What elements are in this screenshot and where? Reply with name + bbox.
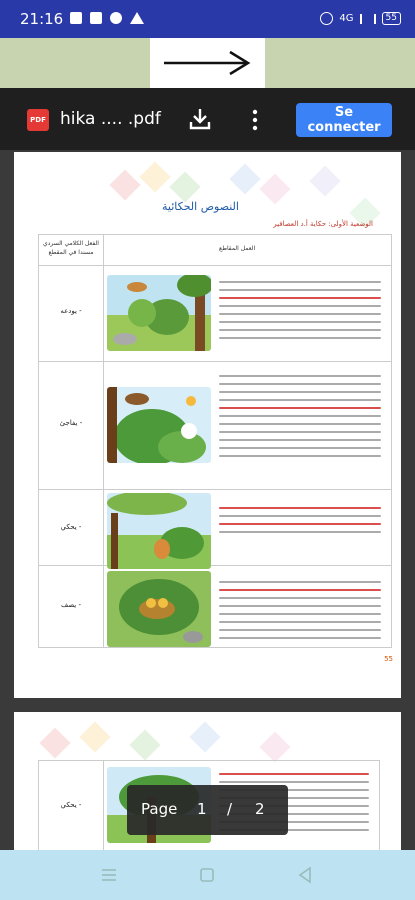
row-label: - يحكي — [60, 801, 82, 809]
decor-tile — [129, 729, 160, 760]
paragraph-block — [219, 369, 381, 463]
decor-tile — [139, 161, 170, 192]
system-icons — [320, 12, 401, 25]
page-indicator — [127, 785, 288, 835]
warning-icon — [130, 12, 144, 24]
navigation-bar — [0, 850, 415, 900]
mail-icon — [90, 12, 102, 24]
illustration-forest — [107, 275, 211, 351]
status-time: 21:16 — [20, 10, 64, 28]
document-subtitle: الوضعية الأولى: حكاية أ.د العصافير — [273, 220, 373, 228]
decor-tile — [229, 163, 260, 194]
decor-tile — [169, 171, 200, 202]
paragraph-block — [219, 575, 381, 645]
status-bar — [0, 0, 415, 38]
cloud-icon — [110, 12, 122, 24]
row-label: - يصف — [60, 601, 81, 609]
total-pages: 2 — [255, 800, 265, 818]
decor-tile — [259, 731, 290, 762]
illustration-nest — [107, 571, 211, 647]
signal-icon — [360, 14, 376, 24]
table-divider — [103, 235, 104, 647]
row-label: - يفاجئ — [59, 419, 83, 427]
current-page: 1 — [197, 800, 207, 818]
table-divider — [39, 565, 391, 566]
signal-label: 4G — [339, 13, 354, 24]
preview-strip — [0, 38, 415, 88]
image-icon — [70, 12, 82, 24]
document-title: النصوص الحكائية — [162, 200, 239, 213]
document-viewer[interactable] — [0, 150, 415, 850]
more-options-icon[interactable] — [250, 108, 260, 132]
decor-tile — [309, 165, 340, 196]
column-header-right: العمل المقاطع — [219, 245, 256, 252]
file-name: hika .... .pdf — [60, 109, 161, 129]
decor-tile — [79, 721, 110, 752]
notification-icons — [70, 12, 144, 24]
page-label: Page — [141, 800, 178, 818]
menu-icon[interactable] — [98, 864, 120, 886]
battery-icon: 55 — [382, 12, 401, 25]
row-label: - يودعه — [60, 307, 82, 315]
decor-tile — [259, 173, 290, 204]
alarm-icon — [320, 12, 333, 25]
decor-tile — [189, 721, 220, 752]
document-page-1 — [14, 152, 401, 698]
content-table — [38, 234, 392, 648]
download-icon[interactable] — [188, 106, 212, 132]
arrow-right-icon — [160, 48, 254, 78]
decor-tile — [109, 169, 140, 200]
column-header-left: الفعل الكلامي السردي مسندا في المقطع — [43, 240, 99, 256]
back-icon[interactable] — [294, 864, 316, 886]
home-icon[interactable] — [196, 864, 218, 886]
paragraph-block — [219, 275, 381, 345]
decor-tile — [39, 727, 70, 758]
table-divider — [39, 361, 391, 362]
page-separator: / — [227, 800, 233, 818]
illustration-birds — [107, 387, 211, 463]
table-divider — [39, 489, 391, 490]
table-divider — [39, 265, 391, 266]
paragraph-block — [219, 501, 381, 539]
illustration-fox — [107, 493, 211, 569]
page-number: 55 — [384, 655, 393, 663]
sign-in-button[interactable]: Se connecter — [296, 103, 392, 137]
pdf-file-icon: PDF — [27, 109, 49, 131]
row-label: - يحكي — [60, 523, 82, 531]
table-divider — [103, 761, 104, 850]
